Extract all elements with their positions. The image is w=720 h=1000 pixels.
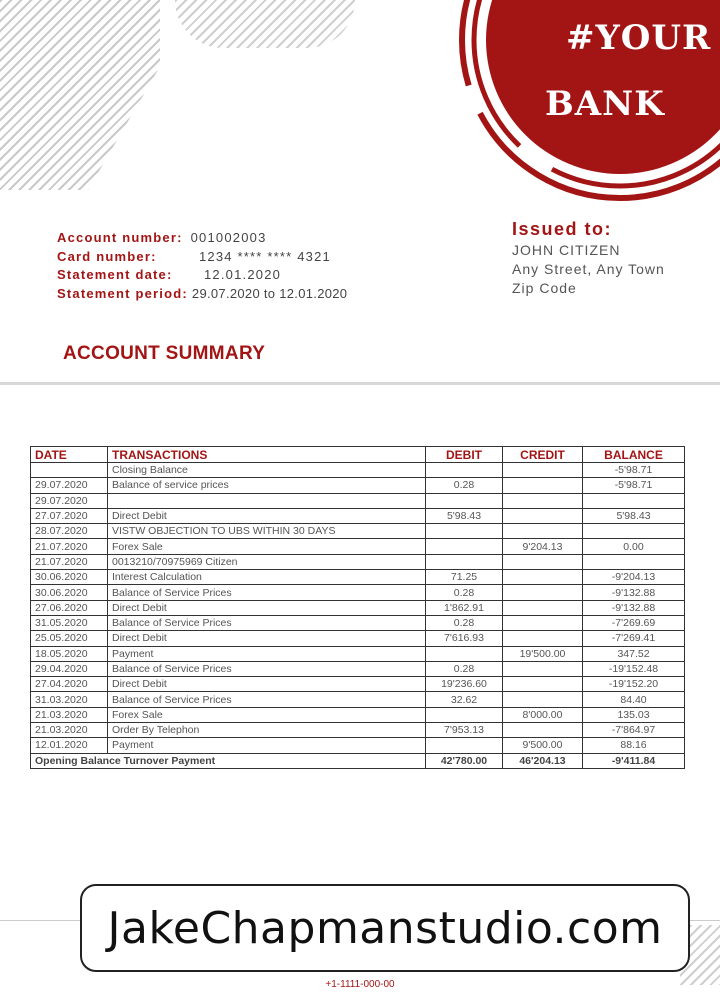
cell-transaction: Payment (108, 646, 426, 661)
cell-balance (583, 493, 685, 508)
cell-debit: 1'862.91 (426, 600, 503, 615)
cell-balance: -7'864.97 (583, 723, 685, 738)
table-row (31, 692, 685, 707)
cell-transaction: Forex Sale (108, 539, 426, 554)
cell-credit (503, 570, 583, 585)
cell-debit: 0.28 (426, 661, 503, 676)
cell-balance: -5'98.71 (583, 478, 685, 493)
table-row (31, 463, 685, 478)
cell-transaction: Order By Telephon (108, 723, 426, 738)
cell-balance: -9'204.13 (583, 570, 685, 585)
col-debit-header: DEBIT (426, 447, 503, 463)
cell-credit (503, 508, 583, 523)
cell-date: 29.04.2020 (31, 661, 108, 676)
cell-balance: 88.16 (583, 738, 685, 753)
cell-credit (503, 524, 583, 539)
cell-debit: 0.28 (426, 615, 503, 630)
cell-balance: 5'98.43 (583, 508, 685, 523)
cell-transaction: 0013210/70975969 Citizen (108, 554, 426, 569)
table-row (31, 707, 685, 722)
bank-name-line1: #YOUR (566, 18, 712, 58)
cell-date: 30.06.2020 (31, 585, 108, 600)
card-number: 1234 **** **** 4321 (199, 248, 331, 264)
cell-transaction: Direct Debit (108, 631, 426, 646)
cell-date: 27.06.2020 (31, 600, 108, 615)
cell-credit (503, 600, 583, 615)
table-row (31, 478, 685, 493)
cell-date: 27.04.2020 (31, 677, 108, 692)
cell-transaction: Balance of Service Prices (108, 692, 426, 707)
cell-transaction: Payment (108, 738, 426, 753)
cell-balance: -7'269.41 (583, 631, 685, 646)
cell-date: 30.06.2020 (31, 570, 108, 585)
bank-name-line2: BANK (545, 84, 665, 124)
cell-balance: 84.40 (583, 692, 685, 707)
customer-zip: Zip Code (512, 280, 577, 296)
cell-balance (583, 554, 685, 569)
col-transactions-header: TRANSACTIONS (108, 447, 426, 463)
cell-balance: -5'98.71 (583, 463, 685, 478)
cell-balance: 347.52 (583, 646, 685, 661)
table-row (31, 723, 685, 738)
statement-period-label: Statement period: (57, 285, 188, 301)
cell-date: 21.03.2020 (31, 707, 108, 722)
cell-date: 31.03.2020 (31, 692, 108, 707)
cell-transaction: Balance of Service Prices (108, 615, 426, 630)
cell-date (31, 463, 108, 478)
cell-credit: 9'500.00 (503, 738, 583, 753)
table-row (31, 508, 685, 523)
col-credit-header: CREDIT (503, 447, 583, 463)
cell-date: 28.07.2020 (31, 524, 108, 539)
cell-credit (503, 493, 583, 508)
cell-balance: -7'269.69 (583, 615, 685, 630)
issued-to-heading: Issued to: (512, 219, 613, 239)
cell-debit (426, 493, 503, 508)
cell-credit (503, 615, 583, 630)
card-number-label: Card number: (57, 248, 157, 264)
cell-debit: 5'98.43 (426, 508, 503, 523)
transactions-table (30, 446, 685, 769)
cell-debit (426, 738, 503, 753)
cell-date: 21.07.2020 (31, 539, 108, 554)
account-details (57, 229, 347, 303)
cell-debit (426, 463, 503, 478)
cell-transaction: Closing Balance (108, 463, 426, 478)
decorative-hatch (175, 0, 355, 48)
statement-date: 12.01.2020 (204, 267, 282, 282)
customer-name: JOHN CITIZEN (512, 242, 621, 258)
table-row (31, 646, 685, 661)
cell-debit: 7'616.93 (426, 631, 503, 646)
total-debit: 42'780.00 (426, 753, 503, 768)
footer-phone: +1-1111-000-00 (325, 979, 395, 990)
cell-transaction: Balance of Service Prices (108, 585, 426, 600)
account-number-label: Account number: (57, 230, 183, 245)
total-credit: 46'204.13 (503, 753, 583, 768)
divider (0, 382, 720, 385)
cell-credit (503, 478, 583, 493)
cell-balance: 0.00 (583, 539, 685, 554)
table-row (31, 539, 685, 554)
cell-balance: 135.03 (583, 707, 685, 722)
cell-date: 29.07.2020 (31, 493, 108, 508)
cell-debit (426, 554, 503, 569)
cell-date: 21.07.2020 (31, 554, 108, 569)
cell-transaction: VISTW OBJECTION TO UBS WITHIN 30 DAYS (108, 524, 426, 539)
table-header-row (31, 447, 685, 463)
table-total-row (31, 753, 685, 768)
cell-credit (503, 463, 583, 478)
col-date-header: DATE (31, 447, 108, 463)
table-row (31, 600, 685, 615)
total-balance: -9'411.84 (583, 753, 685, 768)
table-row (31, 524, 685, 539)
decorative-hatch (0, 0, 160, 190)
cell-balance: -19'152.48 (583, 661, 685, 676)
cell-credit: 9'204.13 (503, 539, 583, 554)
cell-credit (503, 692, 583, 707)
cell-transaction: Interest Calculation (108, 570, 426, 585)
cell-credit (503, 585, 583, 600)
customer-address: Any Street, Any Town (512, 261, 665, 277)
issued-to-block (512, 220, 665, 298)
cell-transaction (108, 493, 426, 508)
cell-transaction: Balance of service prices (108, 478, 426, 493)
cell-credit (503, 631, 583, 646)
cell-transaction: Forex Sale (108, 707, 426, 722)
cell-balance: -9'132.88 (583, 600, 685, 615)
watermark-banner (80, 884, 690, 972)
cell-transaction: Balance of Service Prices (108, 661, 426, 676)
cell-credit: 8'000.00 (503, 707, 583, 722)
cell-credit (503, 723, 583, 738)
cell-balance: -9'132.88 (583, 585, 685, 600)
cell-credit (503, 554, 583, 569)
total-label: Opening Balance Turnover Payment (31, 753, 426, 768)
cell-credit (503, 677, 583, 692)
cell-debit: 19'236.60 (426, 677, 503, 692)
cell-date: 29.07.2020 (31, 478, 108, 493)
cell-debit (426, 646, 503, 661)
cell-debit (426, 539, 503, 554)
table-row (31, 570, 685, 585)
cell-debit (426, 524, 503, 539)
table-row (31, 554, 685, 569)
cell-credit: 19'500.00 (503, 646, 583, 661)
cell-debit (426, 707, 503, 722)
cell-debit: 71.25 (426, 570, 503, 585)
cell-date: 12.01.2020 (31, 738, 108, 753)
account-number: 001002003 (190, 230, 267, 245)
cell-date: 18.05.2020 (31, 646, 108, 661)
col-balance-header: BALANCE (583, 447, 685, 463)
table-row (31, 585, 685, 600)
cell-debit: 0.28 (426, 585, 503, 600)
cell-credit (503, 661, 583, 676)
table-row (31, 615, 685, 630)
cell-date: 25.05.2020 (31, 631, 108, 646)
table-row (31, 631, 685, 646)
cell-date: 31.05.2020 (31, 615, 108, 630)
watermark-text: JakeChapmanstudio.com (107, 902, 663, 954)
statement-date-label: Statement date: (57, 267, 173, 282)
table-row (31, 493, 685, 508)
cell-date: 21.03.2020 (31, 723, 108, 738)
cell-balance: -19'152.20 (583, 677, 685, 692)
table-row (31, 677, 685, 692)
cell-debit: 7'953.13 (426, 723, 503, 738)
cell-date: 27.07.2020 (31, 508, 108, 523)
table-row (31, 738, 685, 753)
cell-transaction: Direct Debit (108, 600, 426, 615)
statement-period: 29.07.2020 to 12.01.2020 (191, 285, 348, 301)
bank-logo (440, 0, 720, 210)
cell-debit: 32.62 (426, 692, 503, 707)
cell-transaction: Direct Debit (108, 508, 426, 523)
account-summary-title: ACCOUNT SUMMARY (63, 343, 266, 364)
cell-balance (583, 524, 685, 539)
cell-transaction: Direct Debit (108, 677, 426, 692)
cell-debit: 0.28 (426, 478, 503, 493)
table-row (31, 661, 685, 676)
